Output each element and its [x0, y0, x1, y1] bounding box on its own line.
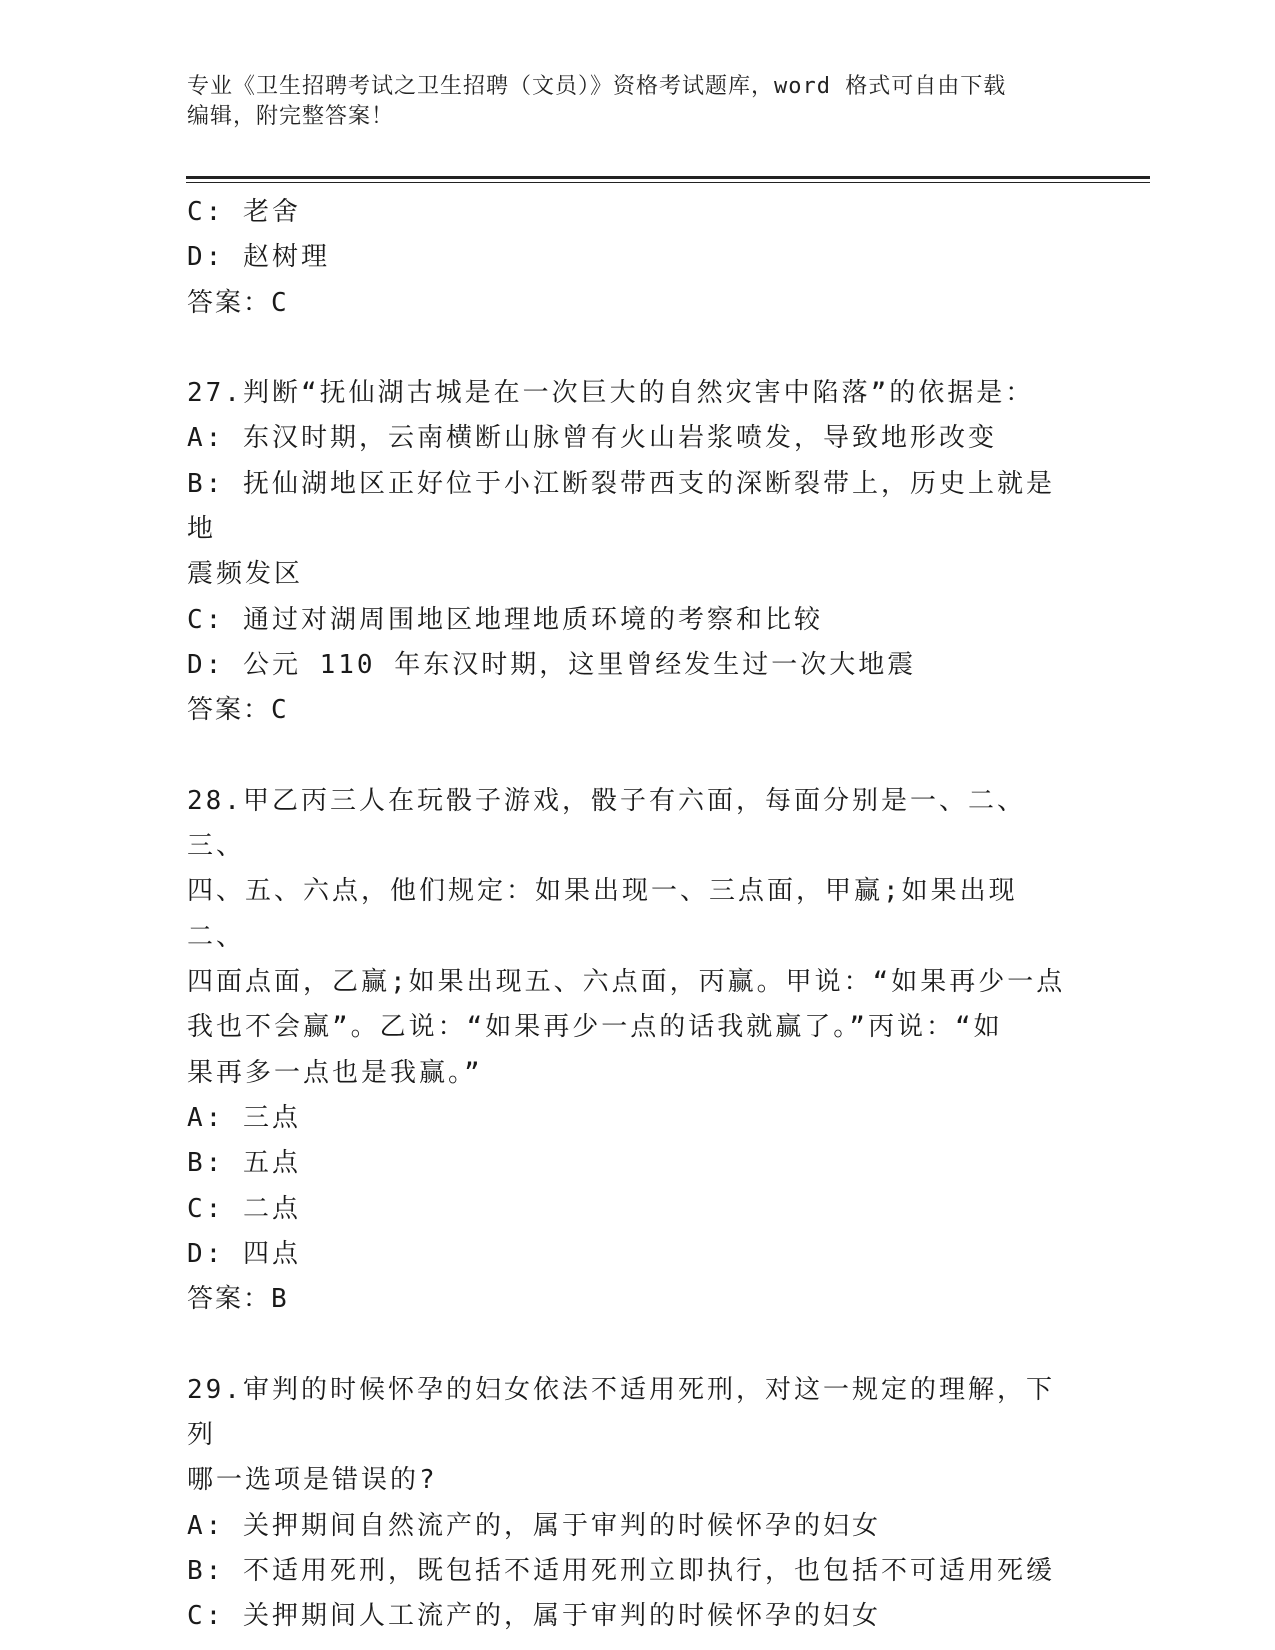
question-27 — [187, 371, 1067, 733]
question-stem: 28.甲乙丙三人在玩骰子游戏，骰子有六面，每面分别是一、二、三、 — [187, 785, 1026, 862]
option-b-continued: 震频发区 — [187, 559, 304, 590]
option-c: C: 通过对湖周围地区地理地质环境的考察和比较 — [187, 604, 823, 635]
answer-line: 答案：C — [187, 287, 289, 318]
spacer — [187, 326, 1067, 371]
question-stem-continued: 四面点面，乙赢;如果出现五、六点面，丙赢。甲说：“如果再少一点 — [187, 967, 1066, 998]
question-stem: 29.审判的时候怀孕的妇女依法不适用死刑，对这一规定的理解，下列 — [187, 1374, 1055, 1451]
option-d: D: 四点 — [187, 1238, 301, 1269]
option-d: D: 赵树理 — [187, 242, 330, 273]
question-stem: 27.判断“抚仙湖古城是在一次巨大的自然灾害中陷落”的依据是： — [187, 378, 1035, 409]
answer-line: 答案：B — [187, 1284, 289, 1315]
header-title-line-2: 编辑，附完整答案！ — [187, 104, 395, 129]
question-stem-continued: 哪一选项是错误的? — [187, 1465, 438, 1496]
question-stem-continued: 我也不会赢”。乙说：“如果再少一点的话我就赢了。”丙说：“如 — [187, 1012, 1003, 1043]
option-a: A: 关押期间自然流产的，属于审判的时候怀孕的妇女 — [187, 1510, 881, 1541]
option-c: C: 关押期间人工流产的，属于审判的时候怀孕的妇女 — [187, 1601, 881, 1632]
question-stem-continued: 果再多一点也是我赢。” — [187, 1057, 483, 1088]
option-a: A: 三点 — [187, 1102, 301, 1133]
question-28 — [187, 779, 1067, 1323]
header-rule-thick — [186, 176, 1150, 179]
spacer — [187, 1322, 1067, 1367]
spacer — [187, 734, 1067, 779]
header-rule-thin — [186, 182, 1150, 183]
document-body — [187, 190, 1067, 1640]
answer-line: 答案：C — [187, 695, 289, 726]
option-b: B: 抚仙湖地区正好位于小江断裂带西支的深断裂带上，历史上就是地 — [187, 468, 1055, 545]
option-d: D: 公元 110 年东汉时期，这里曾经发生过一次大地震 — [187, 649, 917, 680]
header-title-line-1: 专业《卫生招聘考试之卫生招聘（文员）》资格考试题库，word 格式可自由下载 — [187, 74, 1007, 99]
question-stem-continued: 四、五、六点，他们规定：如果出现一、三点面，甲赢;如果出现二、 — [187, 876, 1018, 952]
option-c: C: 老舍 — [187, 197, 301, 227]
page-header — [187, 72, 1087, 132]
question-26-continued — [187, 190, 1067, 326]
option-c: C: 二点 — [187, 1193, 301, 1224]
option-a: A: 东汉时期，云南横断山脉曾有火山岩浆喷发，导致地形改变 — [187, 423, 997, 454]
option-b: B: 五点 — [187, 1148, 301, 1179]
option-b: B: 不适用死刑，既包括不适用死刑立即执行，也包括不可适用死缓 — [187, 1555, 1055, 1586]
question-29 — [187, 1368, 1067, 1640]
